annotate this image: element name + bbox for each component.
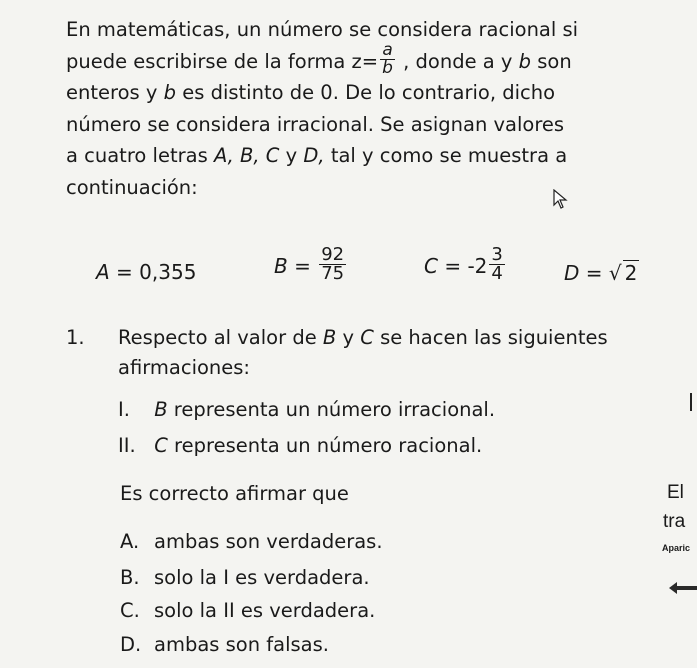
value-c-denominator: 4 [491, 263, 503, 284]
intro-line-4-text: número se considera irracional. Se asignan valores [66, 112, 565, 136]
option-a-letter: A. [120, 530, 140, 553]
intro-line-3-text-b: es distinto de 0. De lo contrario, dicho [182, 81, 556, 104]
value-b-fraction [319, 246, 346, 283]
option-c[interactable] [120, 599, 375, 622]
value-c-fraction [489, 246, 504, 283]
intro-line-5-text-b: tal y como se muestra a [330, 144, 568, 167]
question-var-c: C [360, 326, 374, 349]
statement-1-roman: I. [118, 398, 130, 421]
value-b-numerator: 92 [321, 244, 345, 265]
statement-2 [118, 434, 482, 457]
intro-line-5-y: y [285, 144, 298, 167]
option-d-text: ambas son falsas. [154, 633, 329, 656]
formula-denominator: b [382, 57, 393, 78]
option-c-text: solo la II es verdadera. [154, 599, 376, 622]
statement-1-text: representa un número irracional. [173, 398, 496, 421]
option-b[interactable] [120, 566, 370, 589]
value-a-number: = 0,355 [116, 260, 197, 284]
intro-line-5-text-a: a cuatro letras [66, 144, 208, 167]
question-text-line-2: afirmaciones: [118, 356, 251, 379]
side-fragment-tra: tra [663, 511, 686, 532]
question-text-b: se hacen las siguientes [380, 326, 608, 349]
value-b [274, 244, 348, 284]
value-c-eq: = -2 [444, 254, 488, 278]
back-arrow-icon[interactable] [667, 580, 697, 596]
value-c-label: C [424, 254, 438, 278]
mouse-pointer-icon [553, 189, 569, 209]
edge-bar [690, 393, 692, 411]
value-d-radicand: 2 [624, 261, 638, 285]
option-d-letter: D. [120, 633, 142, 656]
option-d[interactable] [120, 633, 329, 656]
value-a [96, 260, 196, 284]
value-d [564, 260, 639, 285]
formula-fraction [380, 39, 395, 78]
intro-line-3 [66, 77, 646, 109]
question-number: 1. [66, 326, 85, 349]
statement-2-text: representa un número racional. [174, 434, 483, 457]
intro-line-1 [66, 14, 646, 46]
letter-values-row [96, 244, 656, 292]
value-c-numerator: 3 [491, 244, 503, 265]
statement-1-var: B [154, 398, 168, 421]
question-var-b: B [322, 326, 337, 349]
option-b-letter: B. [120, 566, 140, 589]
value-d-eq: = √ [585, 261, 622, 285]
intro-line-2 [66, 39, 646, 78]
statement-2-var: C [154, 434, 168, 457]
value-b-label: B [274, 254, 288, 278]
question-text-y: y [342, 326, 355, 349]
intro-line-4 [66, 109, 646, 141]
intro-line-2-text-a: puede escribirse de la forma [66, 49, 346, 73]
option-a[interactable] [120, 530, 383, 553]
intro-line-1-text: En matemáticas, un número se considera racional si [66, 18, 579, 41]
question-text [118, 323, 658, 383]
side-fragment-el: El [667, 482, 684, 503]
formula-numerator: a [380, 42, 395, 60]
intro-paragraph [66, 14, 646, 203]
value-d-label: D [564, 261, 580, 285]
intro-line-5-letters: A, B, C [213, 144, 280, 167]
option-b-text: solo la I es verdadera. [154, 566, 370, 589]
intro-line-3-var-b: b [163, 81, 177, 104]
option-a-text: ambas son verdaderas. [154, 530, 383, 553]
intro-line-2-var-b: b [518, 49, 532, 73]
value-c [424, 244, 507, 284]
intro-line-2-text-b: , donde a y [403, 49, 513, 73]
intro-line-6-text: continuación: [66, 175, 198, 199]
option-c-letter: C. [120, 599, 140, 622]
value-b-eq: = [294, 254, 311, 278]
intro-line-5-letter-d: D, [303, 144, 325, 167]
statement-1 [118, 398, 495, 421]
question-text-a: Respecto al valor de [118, 326, 317, 349]
statement-2-roman: II. [118, 434, 136, 457]
answer-prompt: Es correcto afirmar que [120, 482, 349, 505]
value-a-label: A [96, 260, 110, 284]
value-b-denominator: 75 [321, 263, 345, 284]
formula-z-eq: z= [351, 49, 379, 73]
side-fragment-aparic: Aparic [662, 543, 691, 553]
intro-line-2-text-c: son [537, 49, 572, 73]
intro-line-5 [66, 140, 646, 172]
intro-line-3-text-a: enteros y [66, 81, 158, 104]
